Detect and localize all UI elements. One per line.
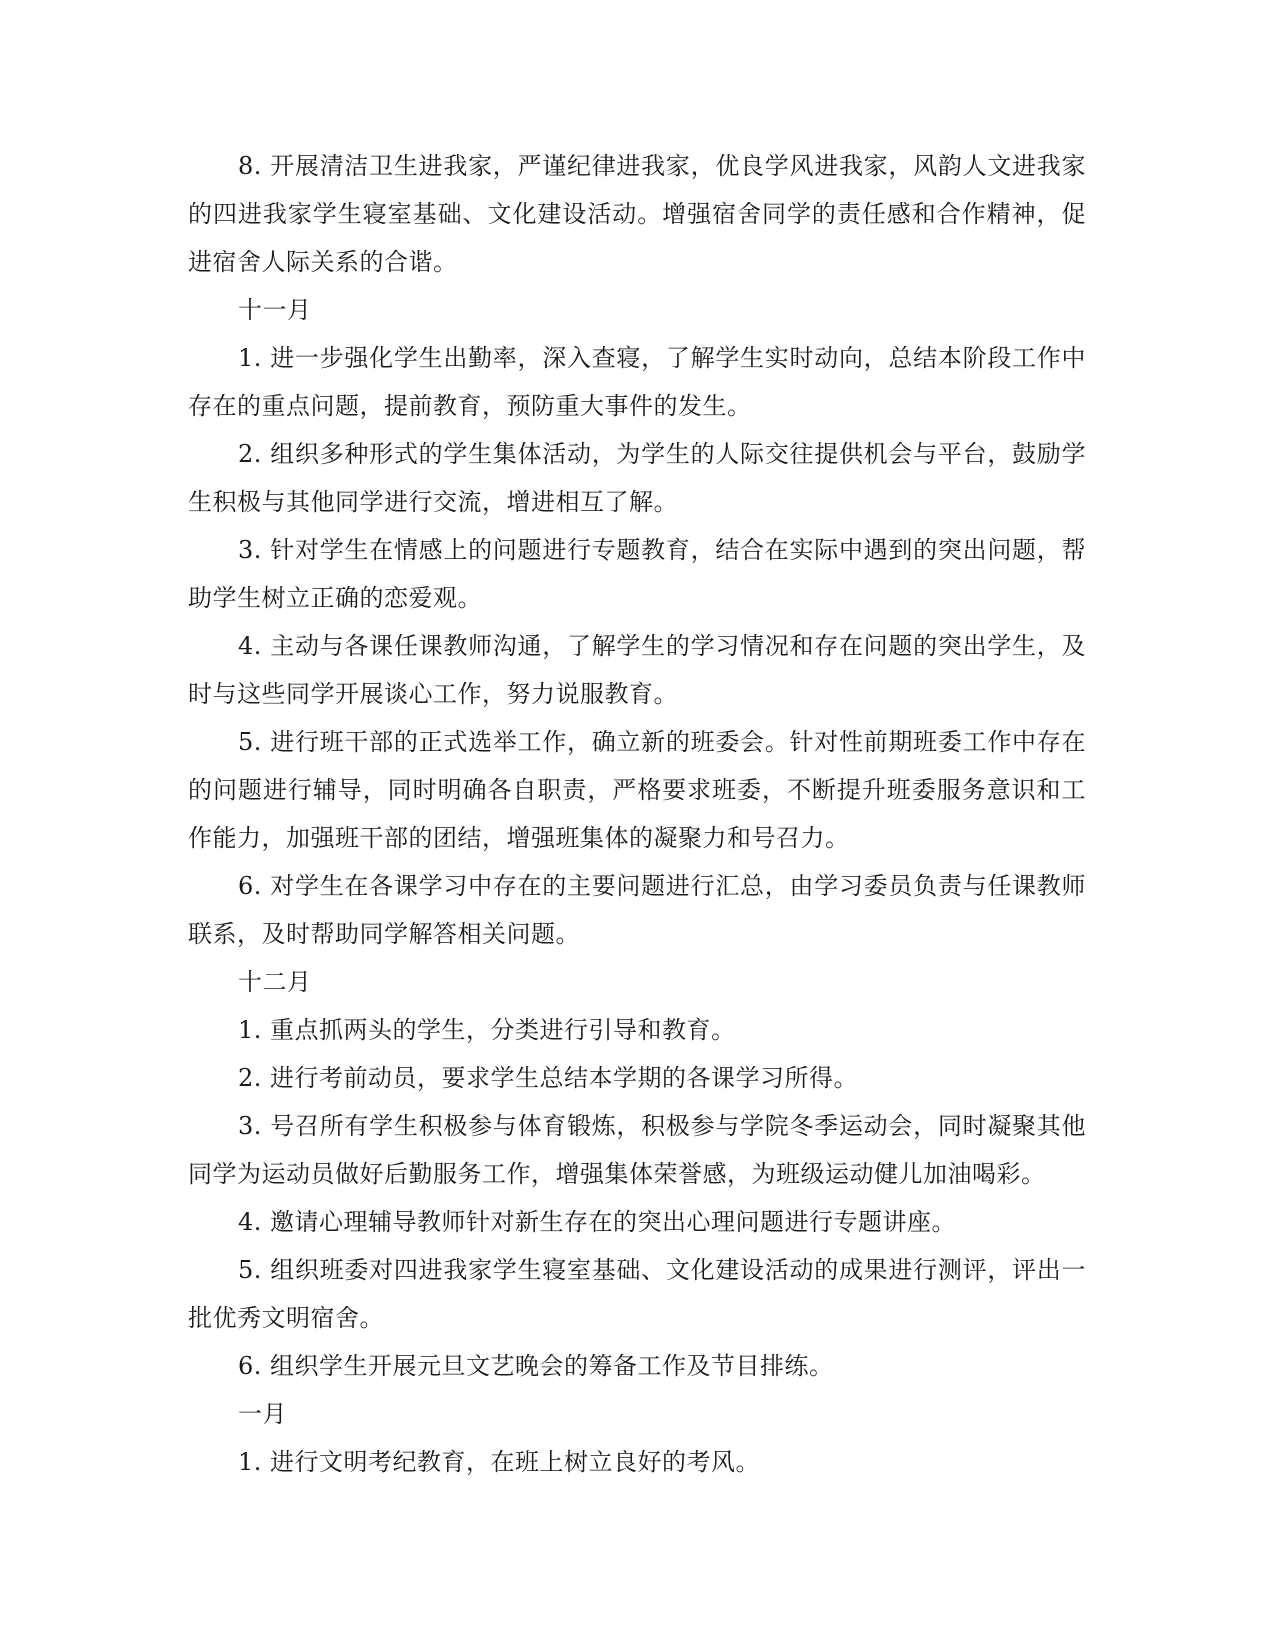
paragraph-item-2-activities: 2. 组织多种形式的学生集体活动，为学生的人际交往提供机会与平台，鼓励学生积极与其他同学进行交流，增进相互了解。	[188, 440, 1086, 516]
paragraph-item-5-election: 5. 进行班干部的正式选举工作，确立新的班委会。针对性前期班委工作中存在的问题进行辅导，同时明确各自职责，严格要求班委，不断提升班委服务意识和工作能力，加强班干部的团结，增强班集体的凝聚力和号召力。	[188, 728, 1086, 852]
paragraph-item-3-sports: 3. 号召所有学生积极参与体育锻炼，积极参与学院冬季运动会，同时凝聚其他同学为运动员做好后勤服务工作，增强集体荣誉感，为班级运动健儿加油喝彩。	[188, 1112, 1086, 1188]
month-heading-november: 十一月	[238, 296, 312, 324]
month-heading-january: 一月	[238, 1400, 287, 1428]
paragraph-item-6-new-year-gala: 6. 组织学生开展元旦文艺晚会的筹备工作及节目排练。	[238, 1352, 834, 1380]
paragraph-item-1-guidance: 1. 重点抓两头的学生，分类进行引导和教育。	[238, 1016, 736, 1044]
paragraph-item-3-emotion: 3. 针对学生在情感上的问题进行专题教育，结合在实际中遇到的突出问题，帮助学生树立正确的恋爱观。	[188, 536, 1086, 612]
paragraph-item-5-dorm-evaluation: 5. 组织班委对四进我家学生寝室基础、文化建设活动的成果进行测评，评出一批优秀文明宿舍。	[188, 1256, 1086, 1332]
document-body	[188, 142, 1086, 1486]
paragraph-item-2-exam-mobilization: 2. 进行考前动员，要求学生总结本学期的各课学习所得。	[238, 1064, 859, 1092]
paragraph-item-6-study-issues: 6. 对学生在各课学习中存在的主要问题进行汇总，由学习委员负责与任课教师联系，及时帮助同学解答相关问题。	[188, 872, 1086, 948]
paragraph-item-1-attendance: 1. 进一步强化学生出勤率，深入查寝，了解学生实时动向，总结本阶段工作中存在的重点问题，提前教育，预防重大事件的发生。	[188, 344, 1086, 420]
paragraph-item-4-teachers: 4. 主动与各课任课教师沟通，了解学生的学习情况和存在问题的突出学生，及时与这些同学开展谈心工作，努力说服教育。	[188, 632, 1086, 708]
paragraph-item-1-exam-discipline: 1. 进行文明考纪教育，在班上树立良好的考风。	[238, 1448, 761, 1476]
paragraph-item-8-dormitory: 8. 开展清洁卫生进我家，严谨纪律进我家，优良学风进我家，风韵人文进我家的四进我家学生寝室基础、文化建设活动。增强宿舍同学的责任感和合作精神，促进宿舍人际关系的合谐。	[188, 152, 1086, 276]
month-heading-december: 十二月	[238, 968, 312, 996]
paragraph-item-4-psychology: 4. 邀请心理辅导教师针对新生存在的突出心理问题进行专题讲座。	[238, 1208, 957, 1236]
